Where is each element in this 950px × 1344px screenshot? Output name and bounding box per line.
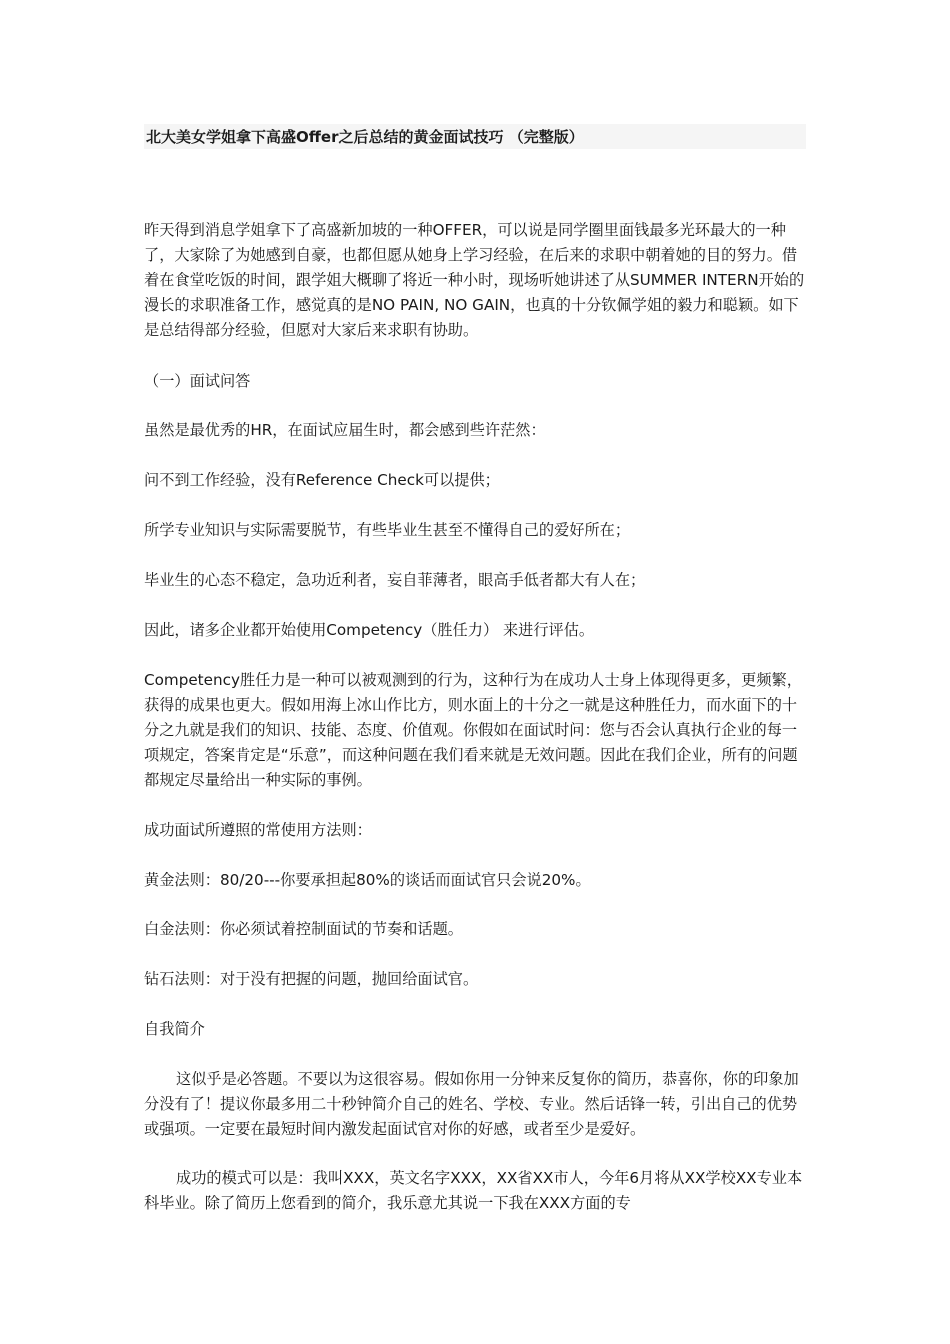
paragraph-competency-definition: Competency胜任力是一种可以被观测到的行为，这种行为在成功人士身上体现得更多，更频繁，获得的成果也更大。假如用海上冰山作比方，则水面上的十分之一就是这种胜任力，而水面下的十分之九就是我们的知识、技能、态度、价值观。你假如在面试时问：您与否会认真执行企业的每一项规定，答案肯定是“乐意”，而这种问题在我们看来就是无效问题。因此在我们企业，所有的问题都规定尽量给出一种实际的事例。 bbox=[144, 671, 802, 789]
paragraph-rules-heading: 成功面试所遵照的常使用方法则： bbox=[144, 821, 372, 839]
paragraph-platinum-rule: 白金法则：你必须试着控制面试的节奏和话题。 bbox=[144, 920, 463, 938]
paragraph-success-model: 成功的模式可以是：我叫XXX，英文名字XXX，XX省XX市人，今年6月将从XX学校XX专业本科毕业。除了简历上您看到的简介，我乐意尤其说一下我在XXX方面的专 bbox=[144, 1169, 803, 1212]
paragraph-hr-confusion: 虽然是最优秀的HR，在面试应届生时，都会感到些许茫然： bbox=[144, 421, 546, 439]
section-heading-self-intro: 自我简介 bbox=[144, 1020, 205, 1038]
paragraph-competency-intro: 因此，诸多企业都开始使用Competency（胜任力） 来进行评估。 bbox=[144, 621, 595, 639]
paragraph-golden-rule: 黄金法则：80/20---你要承担起80%的谈话而面试官只会说20%。 bbox=[144, 871, 591, 889]
document-title: 北大美女学姐拿下高盛Offer之后总结的黄金面试技巧 （完整版） bbox=[146, 128, 584, 146]
paragraph-intro: 昨天得到消息学姐拿下了高盛新加坡的一种OFFER，可以说是同学圈里面钱最多光环最大的一种了，大家除了为她感到自豪，也都但愿从她身上学习经验，在后来的求职中朝着她的目的努力。借着在食堂吃饭的时间，跟学姐大概聊了将近一种小时，现场听她讲述了从SUMMER INTERN开始的漫长的求职准备工作，感觉真的是NO PAIN, NO GAIN，也真的十分钦佩学姐的毅力和聪颖。如下是总结得部分经验，但愿对大家后来求职有协助。 bbox=[144, 221, 805, 339]
paragraph-diamond-rule: 钻石法则：对于没有把握的问题，抛回给面试官。 bbox=[144, 970, 479, 988]
paragraph-mindset: 毕业生的心态不稳定，急功近利者，妄自菲薄者，眼高手低者都大有人在； bbox=[144, 571, 646, 589]
section-heading-interview-qa: （一）面试问答 bbox=[144, 372, 251, 390]
paragraph-self-intro-advice: 这似乎是必答题。不要以为这很容易。假如你用一分钟来反复你的简历，恭喜你，你的印象加分没有了！提议你最多用二十秒钟简介自己的姓名、学校、专业。然后话锋一转，引出自己的优势或强项。一定要在最短时间内激发起面试官对你的好感，或者至少是爱好。 bbox=[144, 1070, 799, 1138]
paragraph-knowledge-gap: 所学专业知识与实际需要脱节，有些毕业生甚至不懂得自己的爱好所在； bbox=[144, 521, 630, 539]
paragraph-no-experience: 问不到工作经验，没有Reference Check可以提供； bbox=[144, 471, 500, 489]
